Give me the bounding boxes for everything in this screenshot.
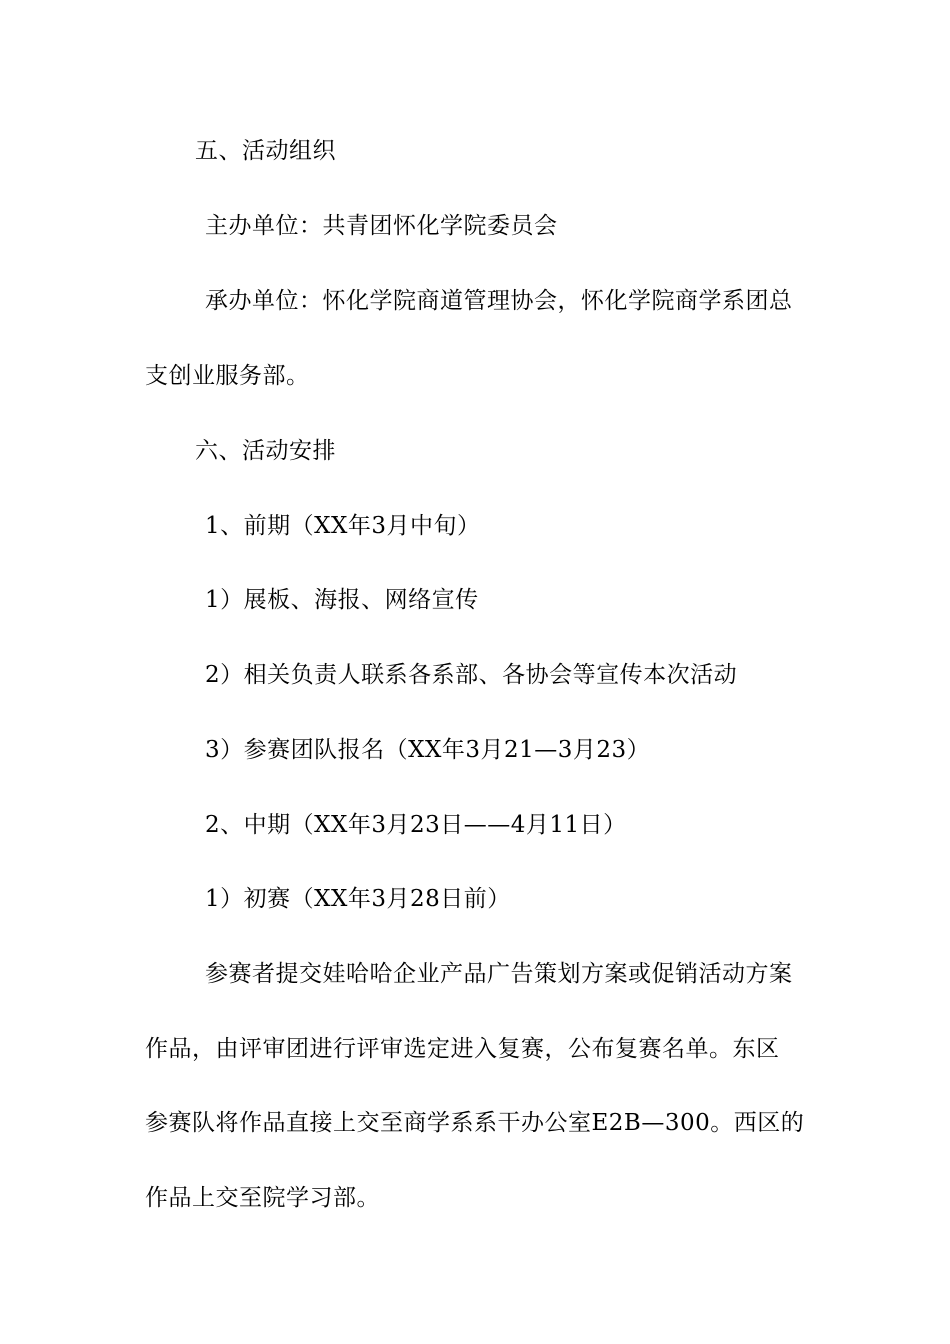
section-heading-6: 六、活动安排 — [195, 438, 336, 464]
co-organizer-line-2: 支创业服务部。 — [145, 363, 310, 389]
phase2-item: 1）初赛（XX年3月28日前） — [205, 886, 511, 912]
phase1-item: 1）展板、海报、网络宣传 — [205, 587, 479, 613]
paragraph-line: 作品，由评审团进行评审选定进入复赛，公布复赛名单。东区 — [145, 1036, 780, 1062]
section-heading-5: 五、活动组织 — [195, 138, 336, 164]
paragraph-line: 作品上交至院学习部。 — [145, 1185, 380, 1211]
phase2-title: 2、中期（XX年3月23日——4月11日） — [205, 812, 627, 838]
co-organizer-line-1: 承办单位：怀化学院商道管理协会，怀化学院商学系团总 — [205, 288, 793, 314]
paragraph-line: 参赛者提交娃哈哈企业产品广告策划方案或促销活动方案 — [205, 961, 793, 987]
phase1-title: 1、前期（XX年3月中旬） — [205, 513, 481, 539]
organizer-line: 主办单位：共青团怀化学院委员会 — [205, 213, 558, 239]
paragraph-line: 参赛队将作品直接上交至商学系系干办公室E2B—300。西区的 — [145, 1110, 805, 1136]
phase1-item: 3）参赛团队报名（XX年3月21—3月23） — [205, 737, 651, 763]
phase1-item: 2）相关负责人联系各系部、各协会等宣传本次活动 — [205, 662, 738, 688]
